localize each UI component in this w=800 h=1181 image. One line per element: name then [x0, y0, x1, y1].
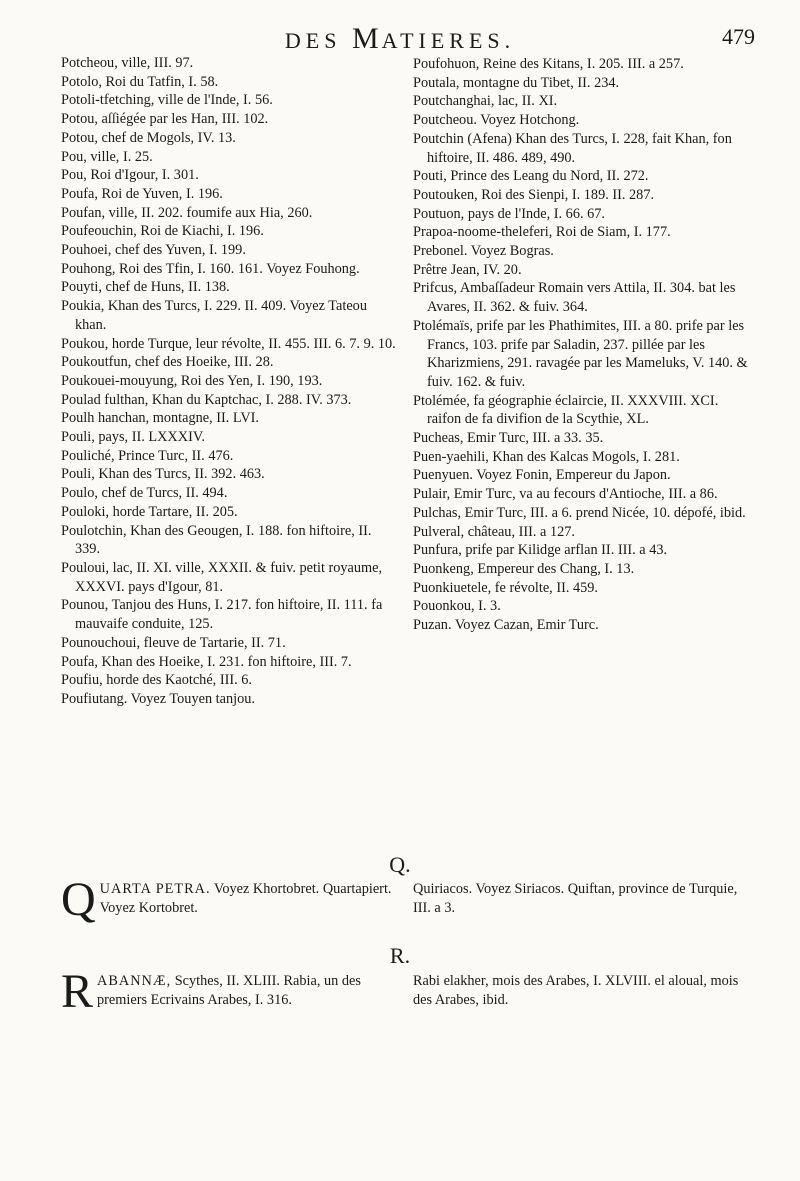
- index-entry: Puzan. Voyez Cazan, Emir Turc.: [413, 617, 599, 634]
- index-entry: Poutala, montagne du Tibet, II. 234.: [413, 74, 620, 91]
- section-q-left: [61, 873, 396, 926]
- entry-text: Voyez Khortobret. Quartapiert. Voyez Kortobret.: [99, 881, 392, 916]
- index-entry: Pounou, Tanjou des Huns, I. 217. fon hiftoire, II. 111. fa mauvaife conduite, 125.: [61, 597, 383, 633]
- index-entry: Pouli, Khan des Turcs, II. 392. 463.: [61, 466, 265, 483]
- index-entry: Poukouei-mouyung, Roi des Yen, I. 190, 193.: [61, 372, 323, 389]
- running-title: [190, 22, 610, 56]
- section-letter-r: R.: [389, 943, 411, 968]
- index-entry: Poutchanghai, lac, II. XI.: [413, 93, 558, 110]
- index-entry: Pucheas, Emir Turc, III. a 33. 35.: [413, 430, 604, 447]
- index-entry: Poutcheou. Voyez Hotchong.: [413, 112, 580, 129]
- index-entry: Prapoa-noome-theleferi, Roi de Siam, I. 177.: [413, 224, 671, 241]
- index-entry: Prifcus, Ambaſſadeur Romain vers Attila, II. 304. bat les Avares, II. 362. & fuiv. 364.: [413, 280, 736, 316]
- index-entry: Pulair, Emir Turc, va au fecours d'Antioche, III. a 86.: [413, 486, 718, 503]
- index-entry: Pounouchoui, fleuve de Tartarie, II. 71.: [61, 634, 286, 651]
- index-entry: Potcheou, ville, III. 97.: [61, 55, 194, 71]
- index-entry: Potou, aſſiégée par les Han, III. 102.: [61, 111, 269, 128]
- index-entry: Poufan, ville, II. 202. foumife aux Hia, 260.: [61, 204, 313, 221]
- section-q-right: [413, 880, 748, 917]
- index-entry: Poutuon, pays de l'Inde, I. 66. 67.: [413, 205, 605, 222]
- index-entry: Pouloki, horde Tartare, II. 205.: [61, 503, 238, 520]
- index-entry: Ptolémaïs, prife par les Phathimites, III. a 80. prife par les Francs, 103. prife par Saladin, 237. pillée par les Kharizmiens, 291. ravagée par les Mameluks, V. 140. & fuiv. 162. & fuiv.: [413, 317, 748, 390]
- index-entry: Poukoutfun, chef des Hoeike, III. 28.: [61, 354, 274, 371]
- index-entry: Pouhong, Roi des Tfin, I. 160. 161. Voyez Fouhong.: [61, 260, 360, 277]
- index-entry: Poukou, horde Turque, leur révolte, II. 455. III. 6. 7. 9. 10.: [61, 335, 396, 352]
- index-entry: Pouyti, chef de Huns, II. 138.: [61, 279, 230, 296]
- entry-text: Scythes, II. XLIII. Rabia, un des premiers Ecrivains Arabes, I. 316.: [97, 973, 361, 1008]
- index-entry: Puen-yaehili, Khan des Kalcas Mogols, I. 281.: [413, 448, 680, 465]
- index-entry: Pouli, pays, II. LXXXIV.: [61, 429, 205, 446]
- running-title-part-1: DES: [284, 28, 342, 53]
- index-entry: Ptolémée, fa géographie éclaircie, II. XXXVIII. XCI. raifon de fa divifion de la Scythie, XL.: [413, 392, 719, 428]
- index-entry: Potoli-tfetching, ville de l'Inde, I. 56.: [61, 92, 273, 109]
- index-entry: Poufiutang. Voyez Touyen tanjou.: [61, 690, 255, 707]
- dropcap-q: Q: [61, 873, 96, 926]
- section-letter-q: Q.: [389, 852, 411, 877]
- index-entry: Poutchin (Afena) Khan des Turcs, I. 228, fait Khan, fon hiftoire, II. 486. 489, 490.: [413, 130, 732, 166]
- index-entry: Pulveral, château, III. a 127.: [413, 523, 575, 540]
- dropcap-r: R: [61, 965, 94, 1018]
- entry-headword: UARTA PETRA.: [99, 881, 211, 897]
- index-entry: Poulh hanchan, montagne, II. LVI.: [61, 410, 259, 427]
- index-column-left: [61, 54, 396, 709]
- index-entry: Poufa, Roi de Yuven, I. 196.: [61, 185, 223, 202]
- entry-text: Rabi elakher, mois des Arabes, I. XLVIII. el aloual, mois des Arabes, ibid.: [413, 973, 739, 1008]
- index-entry: Potolo, Roi du Tatfin, I. 58.: [61, 73, 219, 90]
- index-entry: Poulad fulthan, Khan du Kaptchac, I. 288. IV. 373.: [61, 391, 352, 408]
- index-entry: Pouliché, Prince Turc, II. 476.: [61, 447, 234, 464]
- index-entry: Pou, ville, I. 25.: [61, 148, 153, 165]
- index-entry: Puonkeng, Empereur des Chang, I. 13.: [413, 560, 635, 577]
- index-entry: Pou, Roi d'Igour, I. 301.: [61, 167, 199, 184]
- index-entry: Poulotchin, Khan des Geougen, I. 188. fon hiftoire, II. 339.: [61, 522, 372, 558]
- index-entry: Poutouken, Roi des Sienpi, I. 189. II. 287.: [413, 186, 655, 203]
- index-entry: Pouhoei, chef des Yuven, I. 199.: [61, 242, 246, 259]
- index-entry: Poufohuon, Reine des Kitans, I. 205. III. a 257.: [413, 56, 684, 72]
- index-entry: Pouti, Prince des Leang du Nord, II. 272.: [413, 168, 649, 185]
- index-entry: Prêtre Jean, IV. 20.: [413, 261, 522, 278]
- index-entry: Poufiu, horde des Kaotché, III. 6.: [61, 672, 252, 689]
- index-entry: Poukia, Khan des Turcs, I. 229. II. 409. Voyez Tateou khan.: [61, 298, 367, 333]
- index-entry: Pouloui, lac, II. XI. ville, XXXII. & fuiv. petit royaume, XXXVI. pays d'Igour, 81.: [61, 559, 383, 595]
- running-title-part-2: ATIERES.: [381, 28, 516, 53]
- index-column-right: [413, 55, 748, 635]
- index-entry: Poufa, Khan des Hoeike, I. 231. fon hiftoire, III. 7.: [61, 653, 352, 670]
- index-entry: Poufeouchin, Roi de Kiachi, I. 196.: [61, 223, 264, 240]
- entry-text: Quiriacos. Voyez Siriacos. Quiftan, province de Turquie, III. a 3.: [413, 881, 738, 916]
- index-entry: Punfura, prife par Kilidge arflan II. III. a 43.: [413, 542, 668, 559]
- page-number: 479: [722, 24, 755, 49]
- index-entry: Pouonkou, I. 3.: [413, 598, 501, 615]
- section-r-right: [413, 972, 748, 1009]
- index-entry: Prebonel. Voyez Bogras.: [413, 243, 554, 260]
- index-entry: Puenyuen. Voyez Fonin, Empereur du Japon.: [413, 467, 671, 484]
- section-r-left: [61, 965, 396, 1018]
- entry-headword: ABANNÆ,: [97, 973, 172, 989]
- index-entry: Puonkiuetele, fe révolte, II. 459.: [413, 579, 599, 596]
- index-entry: Poulo, chef de Turcs, II. 494.: [61, 485, 228, 502]
- index-entry: Potou, chef de Mogols, IV. 13.: [61, 129, 236, 146]
- running-title-initial: M: [351, 22, 382, 55]
- index-entry: Pulchas, Emir Turc, III. a 6. prend Nicée, 10. dépofé, ibid.: [413, 504, 746, 521]
